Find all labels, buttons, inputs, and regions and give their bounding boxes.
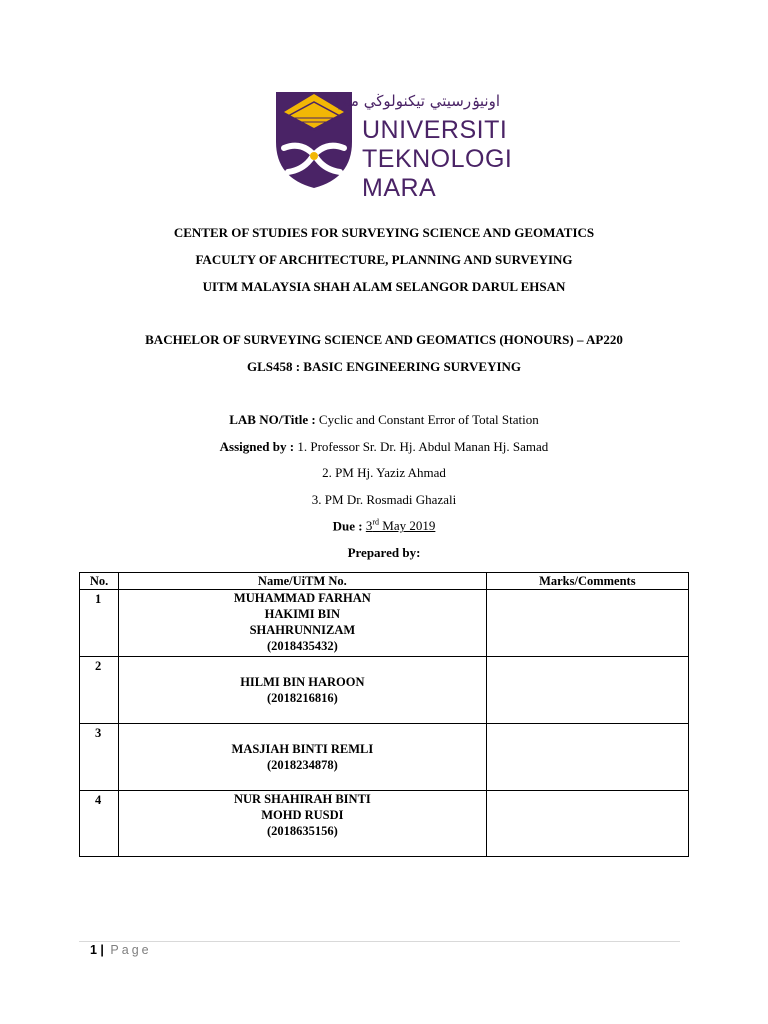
- header-line-3: UITM MALAYSIA SHAH ALAM SELANGOR DARUL EHSAN: [202, 279, 566, 294]
- row-marks: [486, 791, 688, 857]
- row-no: 2: [80, 657, 119, 724]
- assigned-first: 1. Professor Sr. Dr. Hj. Abdul Manan Hj. Samad: [294, 439, 549, 454]
- assigned-third: 3. PM Dr. Rosmadi Ghazali: [311, 492, 457, 507]
- assigned-second: 2. PM Hj. Yaziz Ahmad: [322, 465, 446, 480]
- row-name: [119, 791, 487, 857]
- footer-divider: [79, 941, 680, 942]
- name-line: MOHD RUSDI: [261, 808, 344, 822]
- row-name: [119, 724, 487, 791]
- name-line: MUHAMMAD FARHAN: [233, 591, 371, 605]
- table-row: [80, 590, 689, 657]
- logo-name-line: MARA: [362, 174, 437, 202]
- course-title: GLS458 : BASIC ENGINEERING SURVEYING: [246, 359, 522, 374]
- name-line: (2018635156): [266, 824, 338, 838]
- logo-jawi-text: اونيۏرسيتي تيكنولوڬي مارا: [334, 92, 500, 110]
- lab-label: LAB NO/Title :: [229, 412, 316, 427]
- row-no: 4: [80, 791, 119, 857]
- name-line: (2018234878): [266, 758, 338, 772]
- members-table: [79, 572, 689, 857]
- lab-title: [0, 412, 768, 428]
- due-value: [366, 518, 436, 533]
- table-header-row: [80, 573, 689, 590]
- due-rest: May 2019: [379, 518, 436, 534]
- name-line: HILMI BIN HAROON: [240, 675, 365, 689]
- table-row: [80, 724, 689, 791]
- header-line-1: CENTER OF STUDIES FOR SURVEYING SCIENCE AND GEOMATICS: [173, 225, 595, 240]
- row-no: 3: [80, 724, 119, 791]
- table-row: [80, 657, 689, 724]
- name-line: NUR SHAHIRAH BINTI: [233, 792, 371, 806]
- header-no: No.: [80, 573, 119, 590]
- logo-name-line: UNIVERSITI: [362, 116, 508, 144]
- row-marks: [486, 590, 688, 657]
- name-line: [119, 660, 486, 674]
- row-marks: [486, 724, 688, 791]
- due-label: Due :: [332, 518, 363, 534]
- due-day: 3: [365, 518, 373, 534]
- page-number: 1 |: [90, 943, 104, 957]
- row-no: 1: [80, 590, 119, 657]
- header-name: Name/UiTM No.: [119, 573, 487, 590]
- table-row: [80, 791, 689, 857]
- page-word: Page: [103, 943, 152, 957]
- header-marks: Marks/Comments: [486, 573, 688, 590]
- name-line: SHAHRUNNIZAM: [249, 623, 356, 637]
- lab-title-text: Cyclic and Constant Error of Total Station: [315, 412, 539, 427]
- name-line: (2018216816): [266, 691, 338, 705]
- logo-name: [362, 116, 512, 203]
- name-line: (2018435432): [266, 639, 338, 653]
- page-footer: [90, 943, 152, 957]
- assigned-by: [0, 439, 768, 455]
- due-suffix: rd: [372, 518, 380, 527]
- row-marks: [486, 657, 688, 724]
- logo-name-line: TEKNOLOGI: [362, 145, 513, 173]
- name-line: [119, 727, 486, 741]
- row-name: [119, 657, 487, 724]
- name-line: HAKIMI BIN: [264, 607, 341, 621]
- due-date: [0, 518, 768, 534]
- header-line-2: FACULTY OF ARCHITECTURE, PLANNING AND SURVEYING: [195, 252, 573, 267]
- programme-title: BACHELOR OF SURVEYING SCIENCE AND GEOMATICS (HONOURS) – AP220: [145, 332, 623, 347]
- assigned-label: Assigned by :: [219, 439, 295, 454]
- prepared-by: Prepared by:: [347, 545, 421, 560]
- name-line: MASJIAH BINTI REMLI: [231, 742, 374, 756]
- row-name: [119, 590, 487, 657]
